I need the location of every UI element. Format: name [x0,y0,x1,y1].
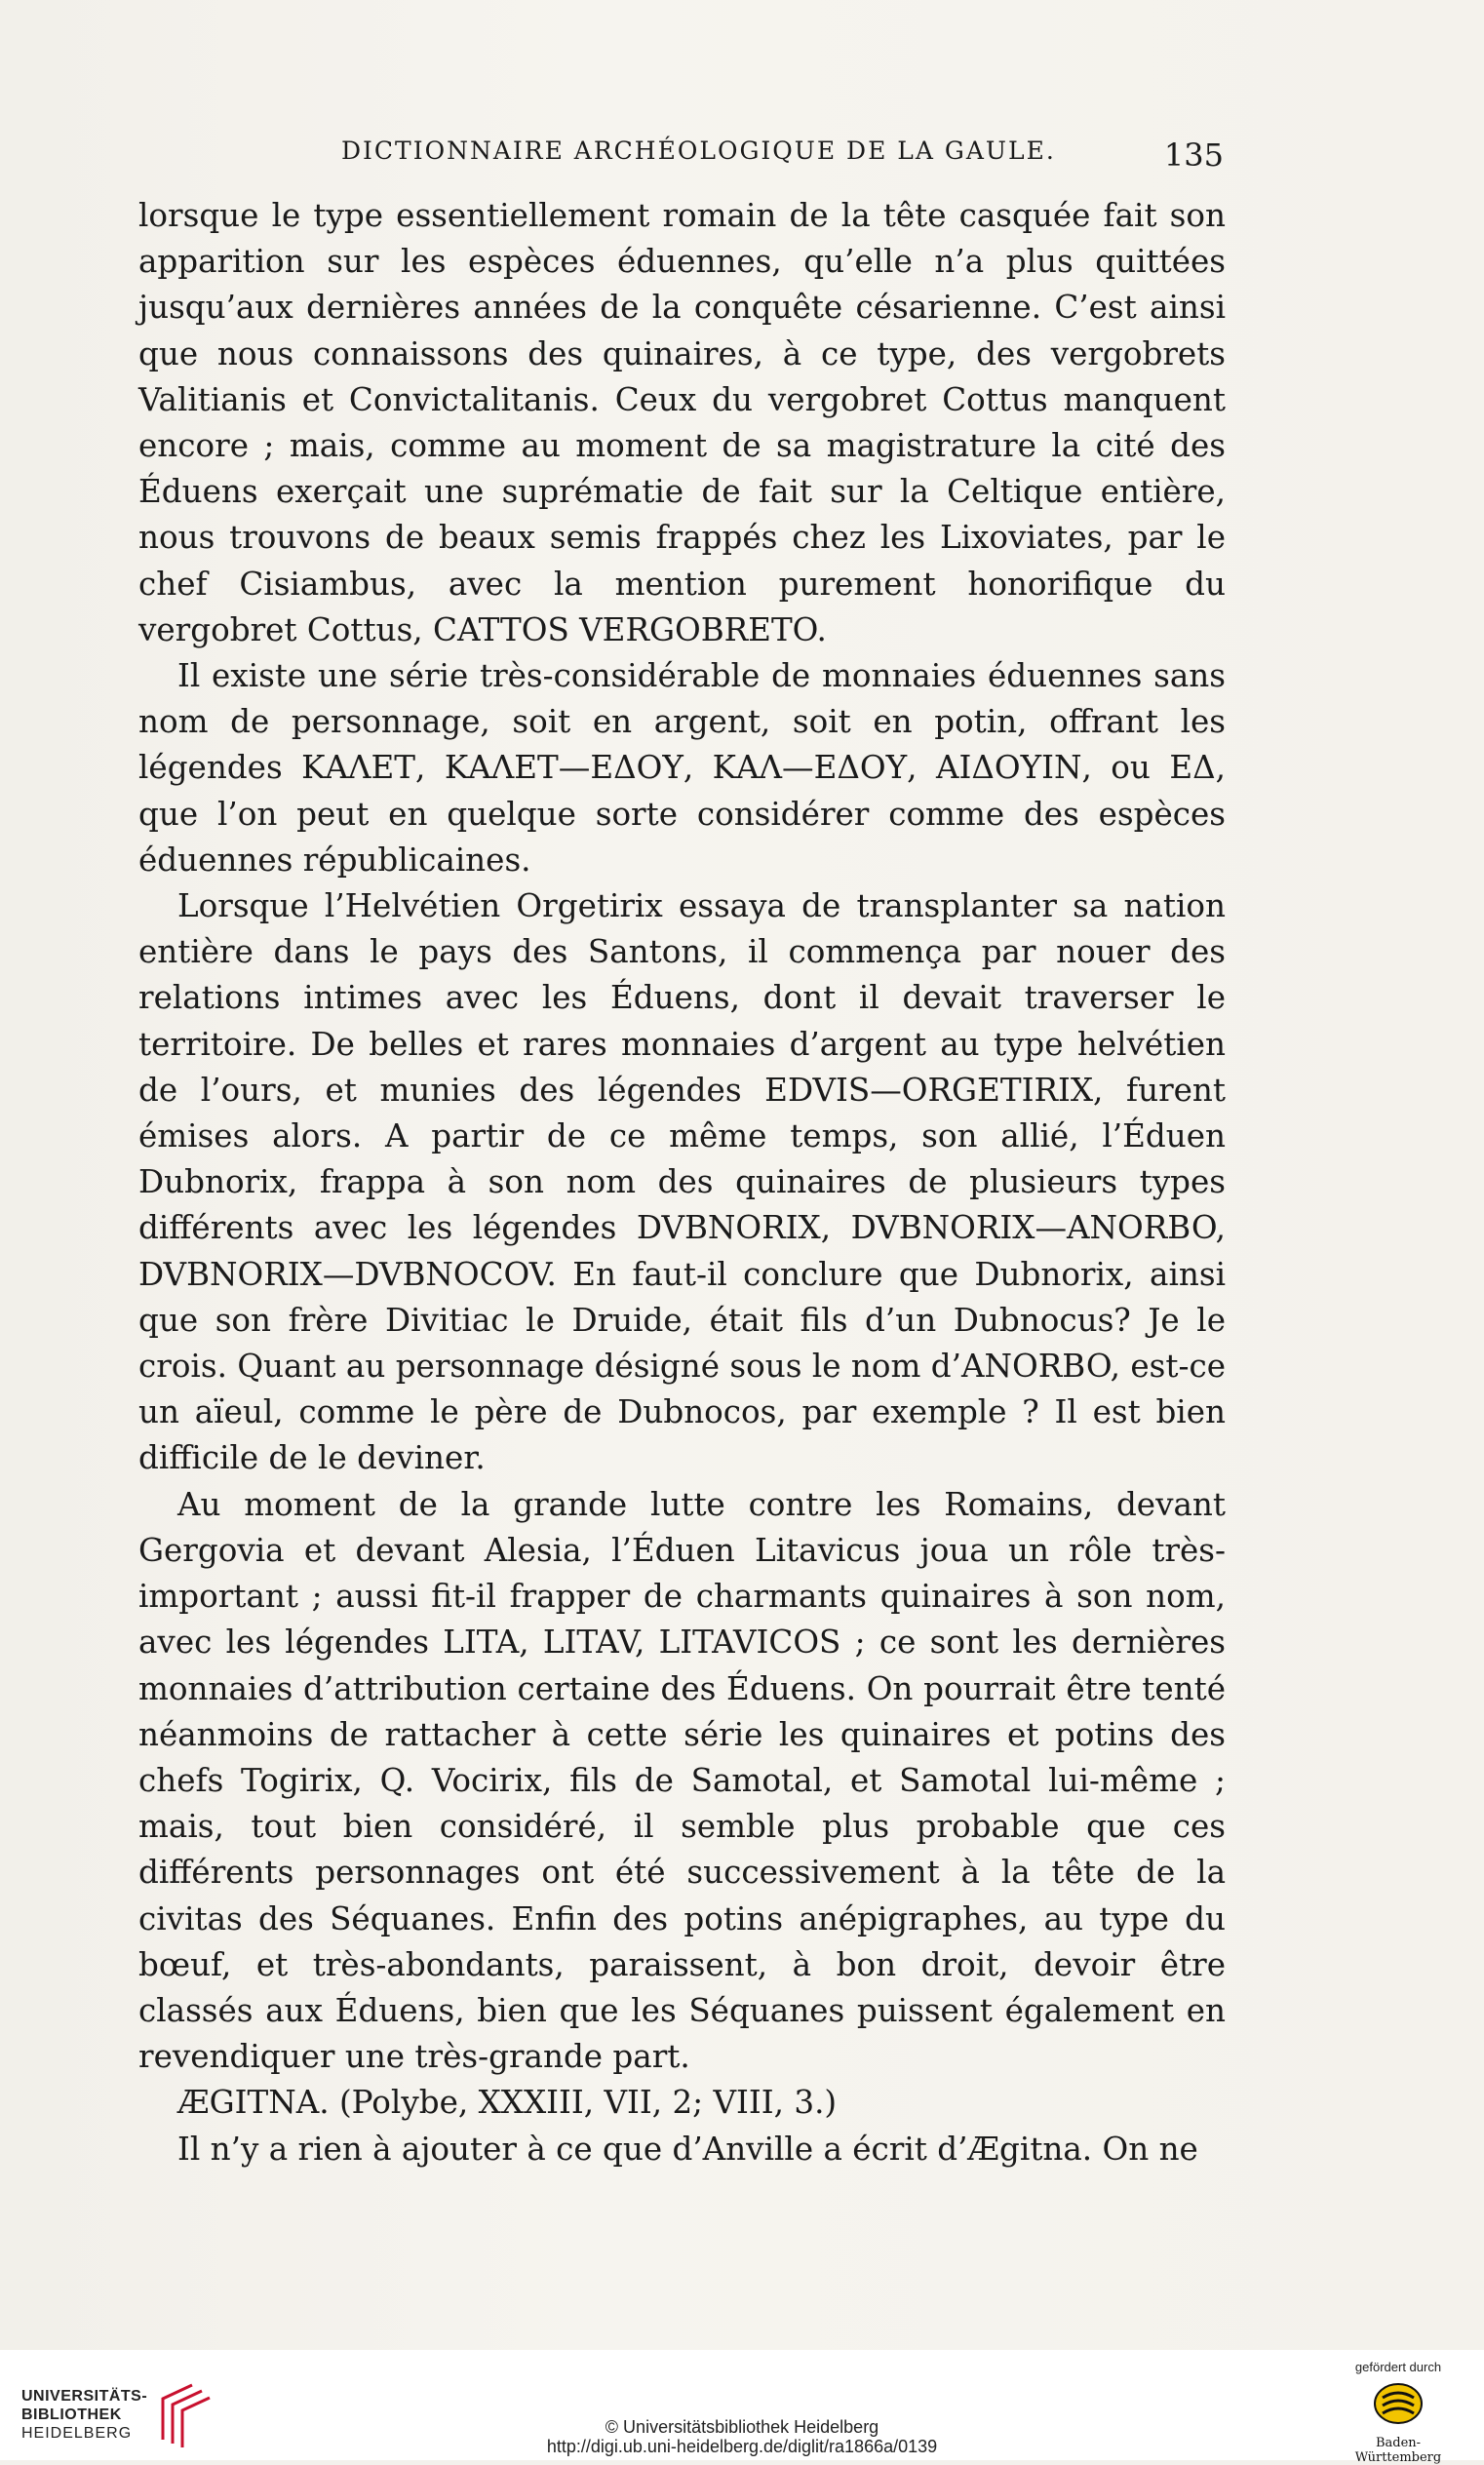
sponsor-block [1340,2360,1457,2465]
body-text [138,193,1226,2172]
sponsor-label: gefördert durch [1354,2360,1442,2374]
page-number: 135 [1163,137,1224,174]
permalink-url[interactable]: http://digi.ub.uni-heidelberg.de/diglit/ra1866a/0139 [546,2437,938,2456]
paragraph-2: Il existe une série très-considérable de monnaies éduennes sans nom de personnage, soit en argent, soit en potin, offrant les légendes ΚΑΛΕΤ, ΚΑΛΕΤ—ΕΔΟΥ, ΚΑΛ—ΕΔΟΥ, ΑΙΔΟΥΙΝ, ou ΕΔ, que l’on peut en quelque sorte considérer comme des espèces éduennes républicaines. [138,657,1226,879]
paragraph-3: Lorsque l’Helvétien Orgetirix essaya de transplanter sa nation entière dans le pays des Santons, il commença par nouer des relations intimes avec les Éduens, dont il devait traverser le territoire. De belles et rares monnaies d’argent au type helvétien de l’ours, et munies des légendes EDVIS—ORGETIRIX, furent émises alors. A partir de ce même temps, son allié, l’Éduen Dubnorix, frappa à son nom des quinaires de plusieurs types différents avec les légendes DVBNORIX, DVBNORIX—ANORBO, DVBNORIX—DVBNOCOV. En faut-il conclure que Dubnorix, ainsi que son frère Divitiac le Druide, était fils d’un Dubnocus? Je le crois. Quant au personnage désigné sous le nom d’ANORBO, est-ce un aïeul, comme le père de Dubnocos, par exemple ? Il est bien difficile de le deviner. [138,887,1226,1477]
crest-icon [1371,2380,1425,2427]
footer [0,2350,1484,2465]
paragraph-6: Il n’y a rien à ajouter à ce que d’Anville a écrit d’Ægitna. On ne [177,2130,1198,2168]
copyright-text: © Universitätsbibliothek Heidelberg [605,2417,879,2437]
running-head [141,137,1224,176]
running-title: DICTIONNAIRE ARCHÉOLOGIQUE DE LA GAULE. [341,137,1056,165]
copyright-block [0,2417,1484,2456]
paragraph-4: Au moment de la grande lutte contre les Romains, devant Gergovia et devant Alesia, l’Éduen Litavicus joua un rôle très-important ; aussi fit-il frapper de charmants quinaires à son nom, avec les légendes LITA, LITAV, LITAVICOS ; ce sont les dernières monnaies d’attribution certaine des Éduens. On pourrait être tenté néanmoins de rattacher à cette série les quinaires et potins des chefs Togirix, Q. Vocirix, fils de Samotal, et Samotal lui-même ; mais, tout bien considéré, il semble plus probable que ces différents personnages ont été successivement à la tête de la civitas des Séquanes. Enfin des potins anépigraphes, au type du bœuf, et très-abondants, paraissent, à bon droit, devoir être classés aux Éduens, bien que les Séquanes puissent également en revendiquer une très-grande part. [138,1485,1226,2076]
library-name: UNIVERSITÄTS- BIBLIOTHEK HEIDELBERG [21,2388,148,2442]
paragraph-1: lorsque le type essentiellement romain de la tête casquée fait son apparition sur les espèces éduennes, qu’elle n’a plus quittées jusqu’aux dernières années de la conquête césarienne. C’est ainsi que nous connaissons des quinaires, à ce type, des vergobrets Valitianis et Convictalitanis. Ceux du vergobret Cottus manquent encore ; mais, comme au moment de sa magistrature la cité des Éduens exerçait une suprématie de fait sur la Celtique entière, nous trouvons de beaux semis frappés chez les Lixoviates, par le chef Cisiambus, avec la mention purement honorifique du vergobret Cottus, CATTOS VERGOBRETO. [138,197,1226,648]
paragraph-5-heading: ÆGITNA. (Polybe, XXXIII, VII, 2; VIII, 3.) [177,2084,838,2122]
sponsor-name: Baden-Württemberg [1354,2436,1442,2465]
